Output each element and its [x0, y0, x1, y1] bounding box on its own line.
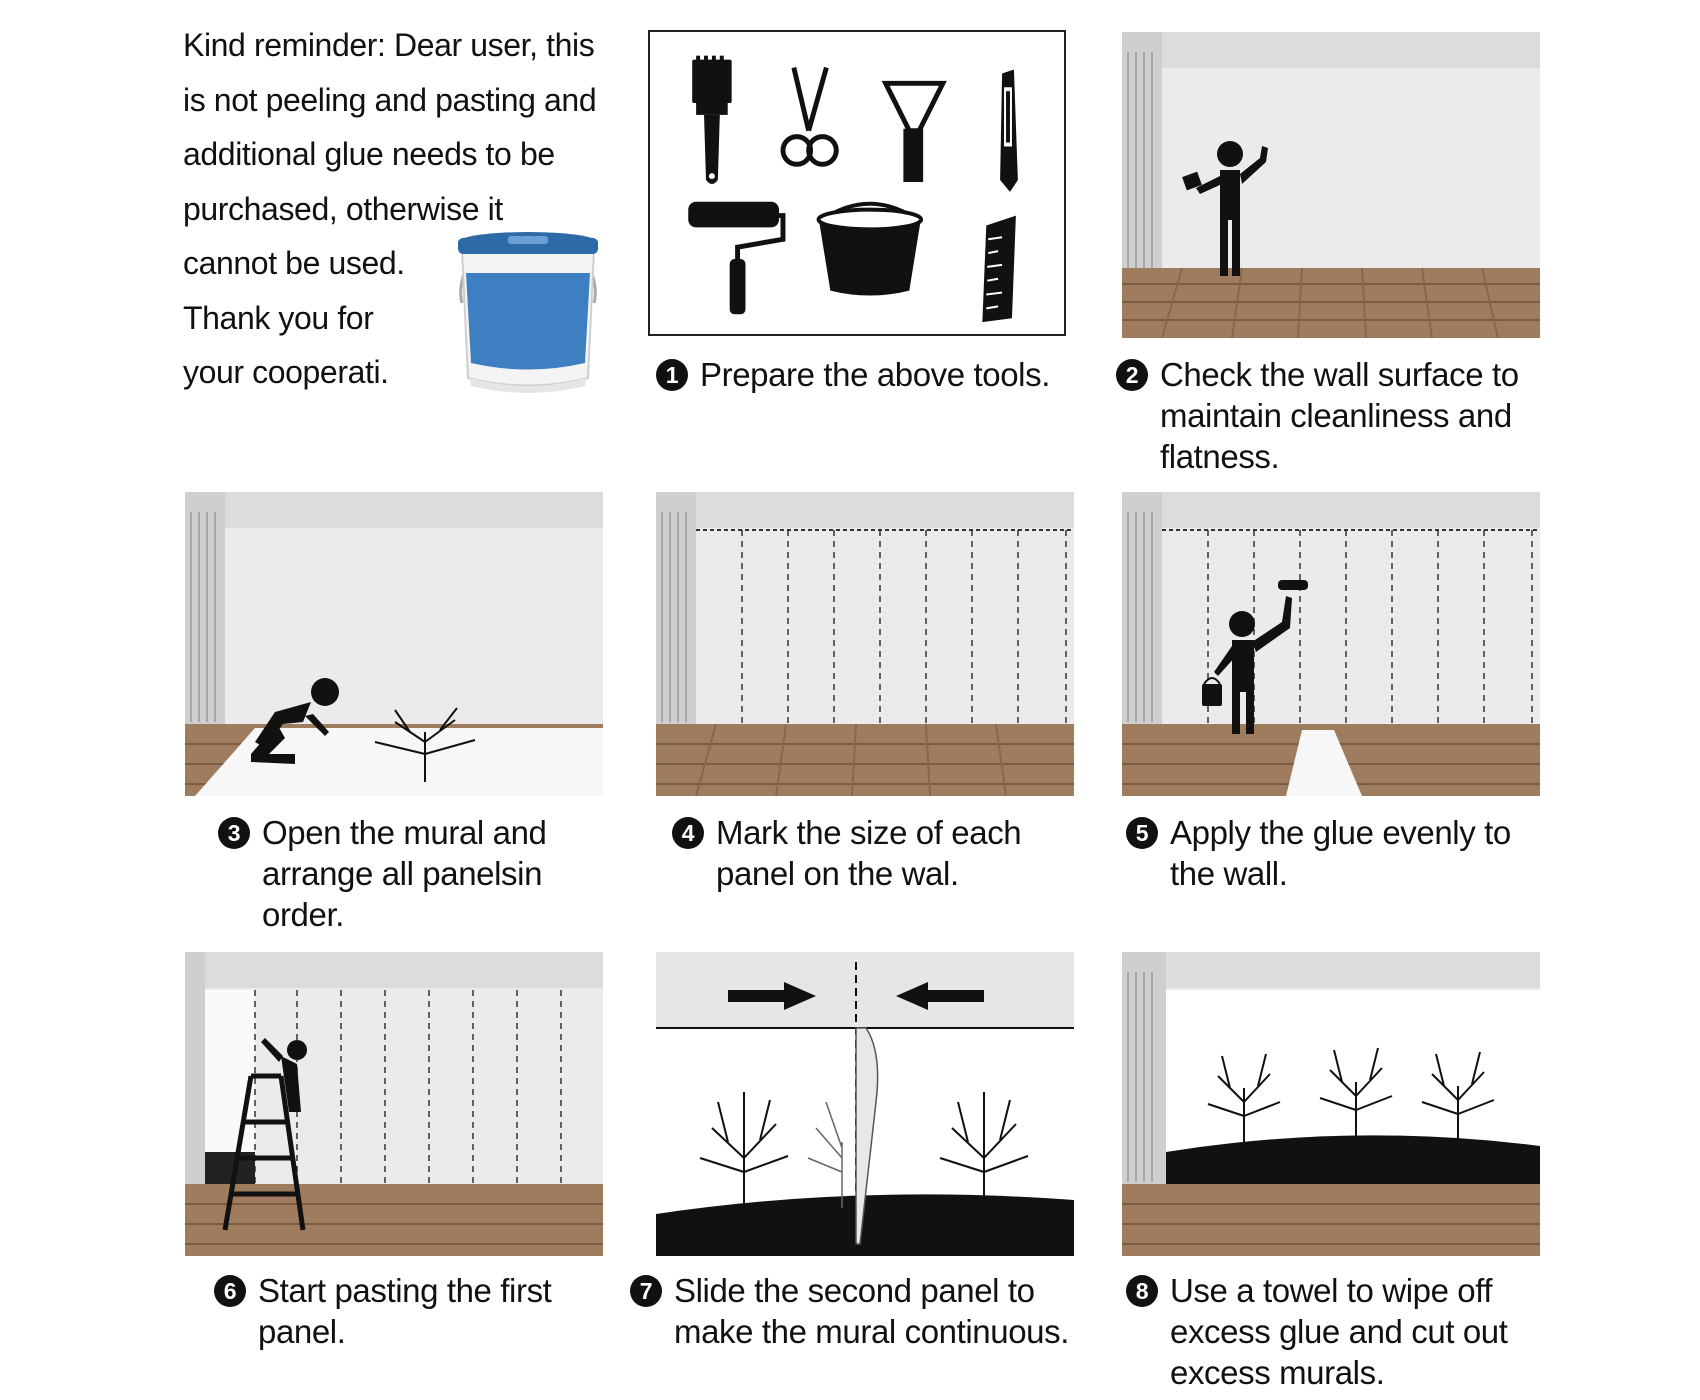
step-8-line: excess murals. — [1170, 1354, 1385, 1391]
reminder-line: Kind reminder: Dear user, this — [183, 27, 595, 63]
paint-roller-icon — [688, 202, 783, 315]
tools-panel — [648, 30, 1066, 336]
step-2-wall-check-image — [1122, 32, 1540, 338]
reminder-line: cannot be used. — [183, 245, 405, 281]
scraper-icon — [886, 83, 943, 182]
step-3-number-badge: 3 — [218, 817, 250, 849]
step-8-number-badge: 8 — [1126, 1275, 1158, 1307]
step-8-line: Use a towel to wipe off — [1170, 1272, 1493, 1309]
step-6-line: Start pasting the first — [258, 1272, 552, 1309]
glue-bucket-image — [448, 228, 608, 398]
reminder-line: additional glue needs to be — [183, 136, 555, 172]
step-5-number-badge: 5 — [1126, 817, 1158, 849]
step-7-line: Slide the second panel to — [674, 1272, 1035, 1309]
reminder-line: purchased, otherwise it — [183, 190, 503, 227]
step-2-caption — [1116, 354, 1540, 477]
step-1-caption — [656, 354, 1050, 395]
step-7-caption — [630, 1270, 1069, 1352]
step-3-caption — [218, 812, 546, 935]
step-2-number-badge: 2 — [1116, 359, 1148, 391]
step-8-caption — [1126, 1270, 1508, 1393]
step-1-line: Prepare the above tools. — [700, 356, 1050, 393]
step-4-line: panel on the wal. — [716, 855, 959, 892]
step-7-number-badge: 7 — [630, 1275, 662, 1307]
step-6-paste-first-panel-image — [185, 952, 603, 1256]
step-8-line: excess glue and cut out — [1170, 1313, 1508, 1350]
step-3-line: Open the mural and — [262, 814, 547, 851]
bucket-icon — [819, 204, 922, 296]
step-7-line: make the mural continuous. — [674, 1313, 1069, 1350]
utility-knife-icon — [1000, 70, 1018, 192]
step-4-number-badge: 4 — [672, 817, 704, 849]
step-7-slide-second-panel-image — [656, 952, 1074, 1256]
step-2-line: maintain cleanliness and — [1160, 397, 1512, 434]
step-5-caption — [1126, 812, 1511, 894]
step-4-caption — [672, 812, 1021, 894]
reminder-line: your cooperati. — [183, 354, 389, 390]
step-4-mark-wall-image — [656, 492, 1074, 796]
step-1-number-badge: 1 — [656, 359, 688, 391]
step-6-number-badge: 6 — [214, 1275, 246, 1307]
paint-brush-icon — [692, 56, 731, 184]
reminder-line: is not peeling and pasting and — [183, 81, 597, 118]
step-3-line: arrange all panelsin — [262, 855, 543, 892]
step-3-arrange-panels-image — [185, 492, 603, 796]
step-5-line: Apply the glue evenly to — [1170, 814, 1511, 851]
step-8-finished-mural-image — [1122, 952, 1540, 1256]
step-3-line: order. — [262, 896, 344, 933]
step-6-line: panel. — [258, 1313, 346, 1350]
step-2-line: flatness. — [1160, 438, 1280, 475]
reminder-line: Thank you for — [183, 299, 374, 336]
step-5-line: the wall. — [1170, 855, 1288, 892]
step-2-line: Check the wall surface to — [1160, 356, 1519, 393]
step-5-apply-glue-image — [1122, 492, 1540, 796]
scissors-icon — [783, 68, 836, 165]
step-6-caption — [214, 1270, 551, 1352]
ruler-icon — [982, 216, 1016, 323]
step-4-line: Mark the size of each — [716, 814, 1022, 851]
